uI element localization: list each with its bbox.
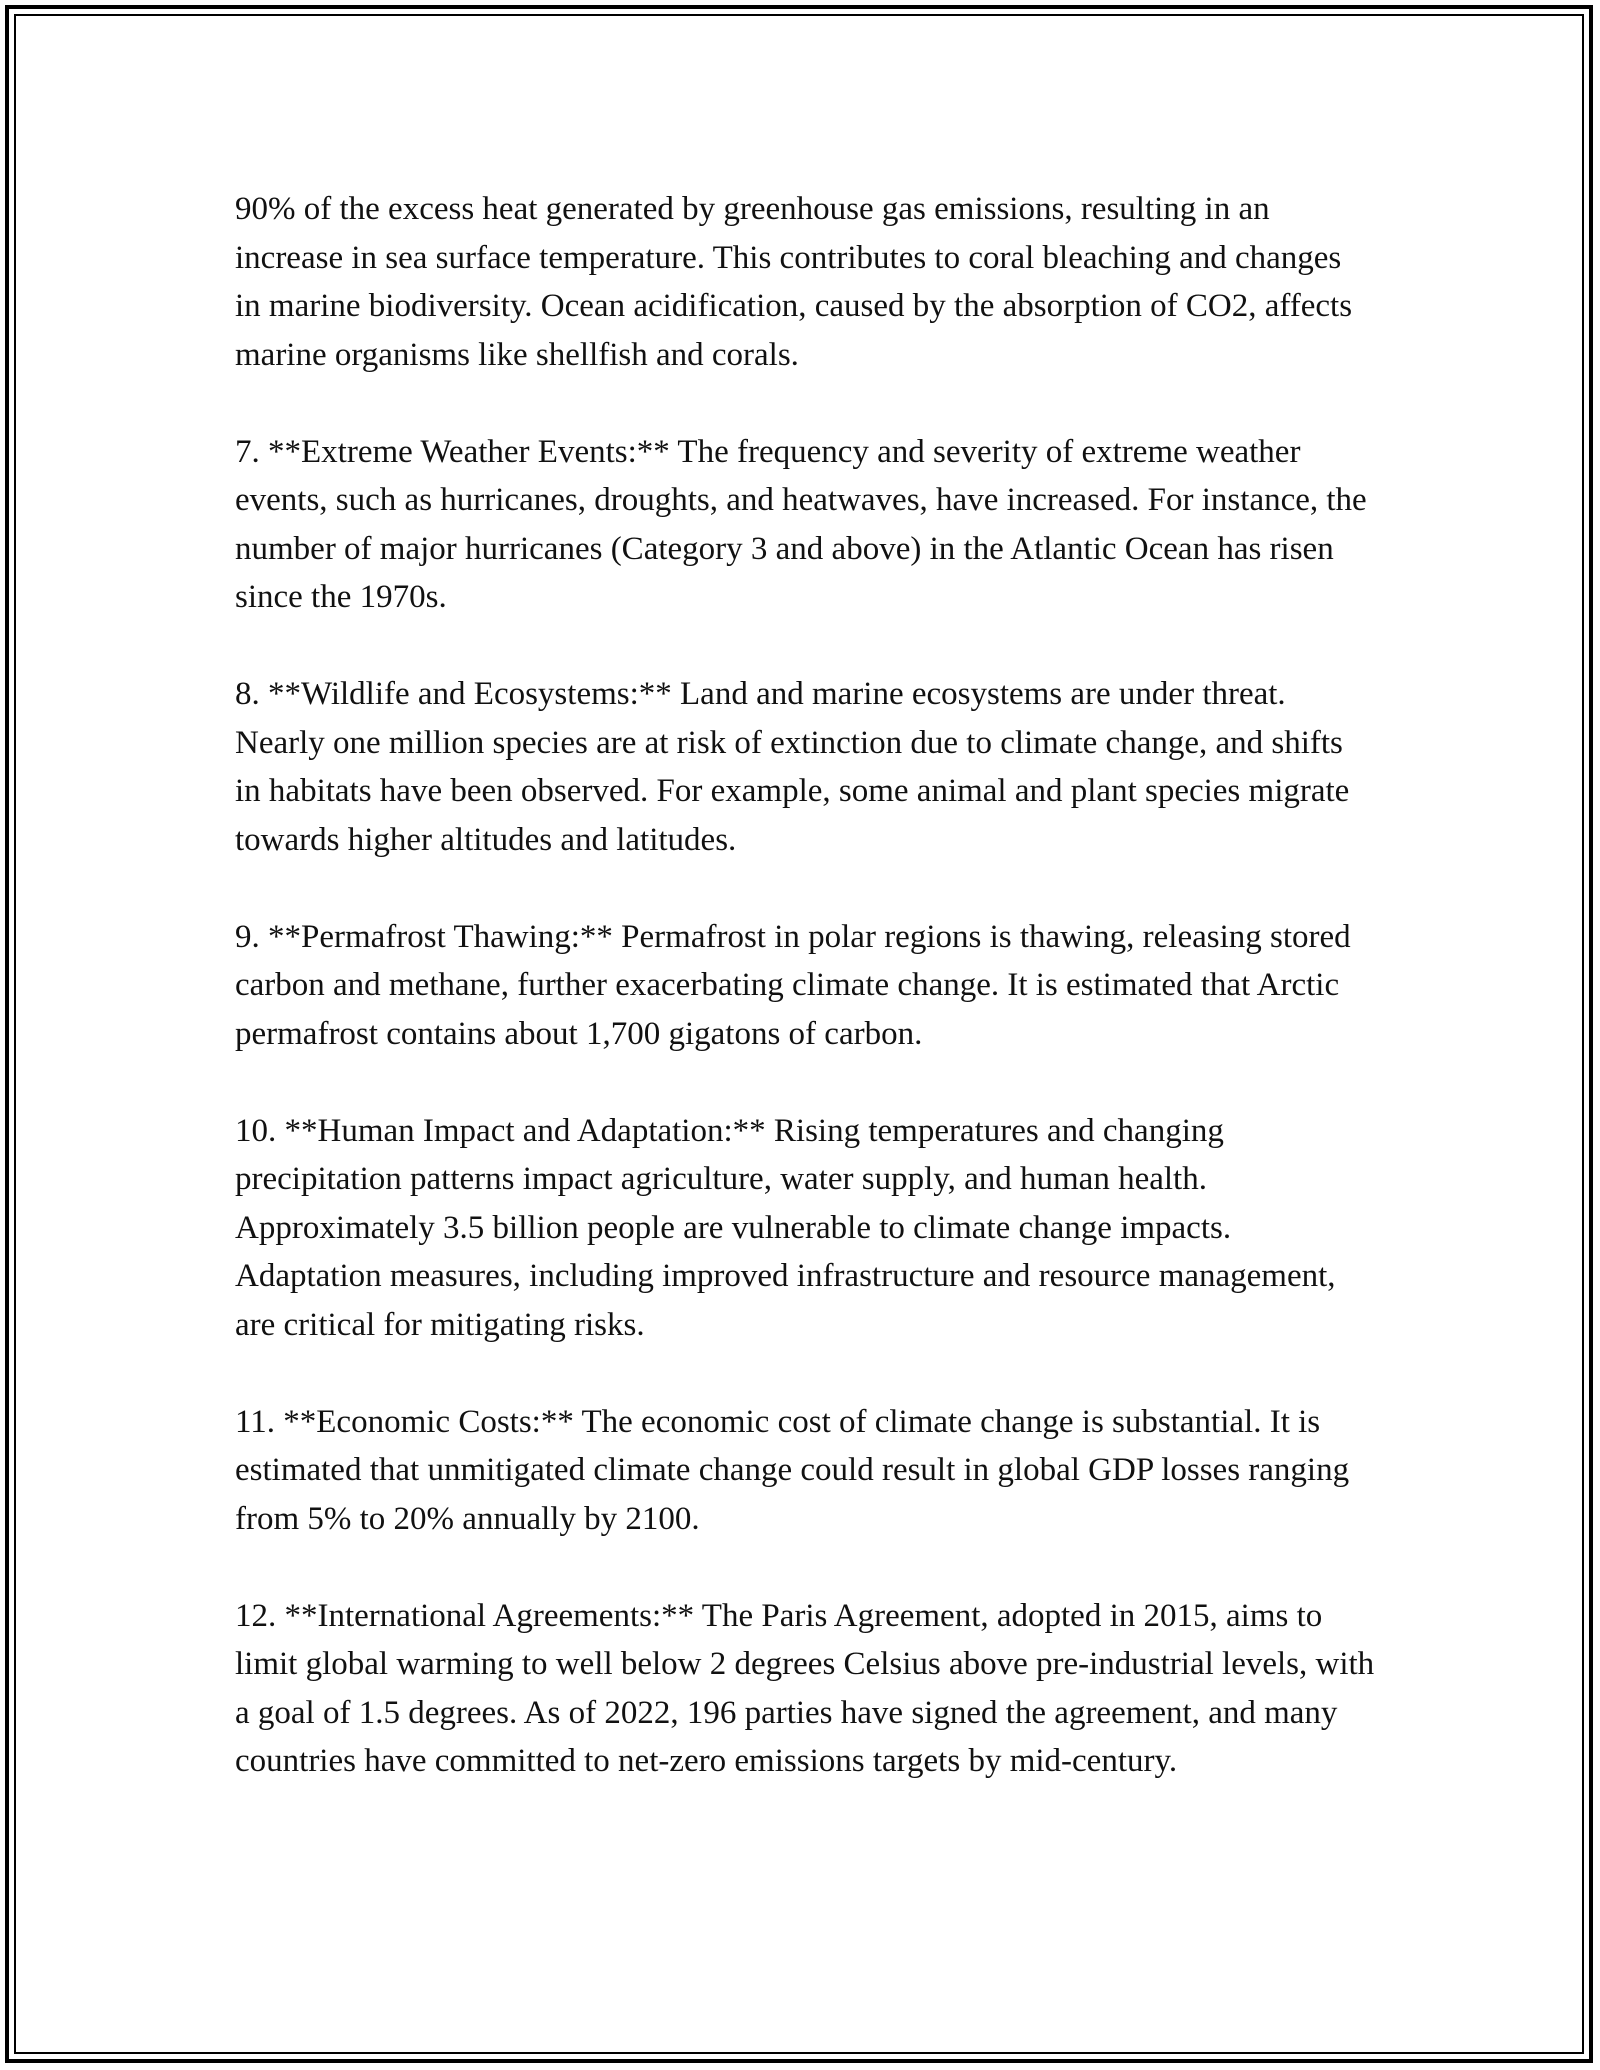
paragraph-international-agreements: 12. **International Agreements:** The Paris Agreement, adopted in 2015, aims to limit global warming to well below 2 degrees Celsius above pre-industrial levels, with a goal of 1.5 degrees. As of 2022, 196 parties have signed the agreement, and many countries have committed to net-zero emissions targets by mid-century.	[235, 1597, 1375, 1779]
paragraph-wildlife-ecosystems: 8. **Wildlife and Ecosystems:** Land and marine ecosystems are under threat. Nearly one million species are at risk of extinction due to climate change, and shifts in habitats have been observed. For example, some animal and plant species migrate towards higher altitudes and latitudes.	[235, 676, 1350, 858]
paragraph-permafrost: 9. **Permafrost Thawing:** Permafrost in polar regions is thawing, releasing stored carbon and methane, further exacerbating climate change. It is estimated that Arctic permafrost contains about 1,700 gigatons of carbon.	[235, 918, 1351, 1052]
document-body	[235, 185, 1375, 1786]
paragraph-ocean-heat: 90% of the excess heat generated by greenhouse gas emissions, resulting in an increase in sea surface temperature. This contributes to coral bleaching and changes in marine biodiversity. Ocean acidification, caused by the absorption of CO2, affects marine organisms like shellfish and corals.	[235, 191, 1353, 373]
paragraph-human-impact: 10. **Human Impact and Adaptation:** Rising temperatures and changing precipitation patterns impact agriculture, water supply, and human health. Approximately 3.5 billion people are vulnerable to climate change impacts. Adaptation measures, including improved infrastructure and resource management, are critical for mitigating risks.	[235, 1112, 1336, 1343]
paragraph-economic-costs: 11. **Economic Costs:** The economic cost of climate change is substantial. It is estimated that unmitigated climate change could result in global GDP losses ranging from 5% to 20% annually by 2100.	[235, 1403, 1350, 1537]
paragraph-extreme-weather: 7. **Extreme Weather Events:** The frequency and severity of extreme weather events, such as hurricanes, droughts, and heatwaves, have increased. For instance, the number of major hurricanes (Category 3 and above) in the Atlantic Ocean has risen since the 1970s.	[235, 433, 1367, 615]
